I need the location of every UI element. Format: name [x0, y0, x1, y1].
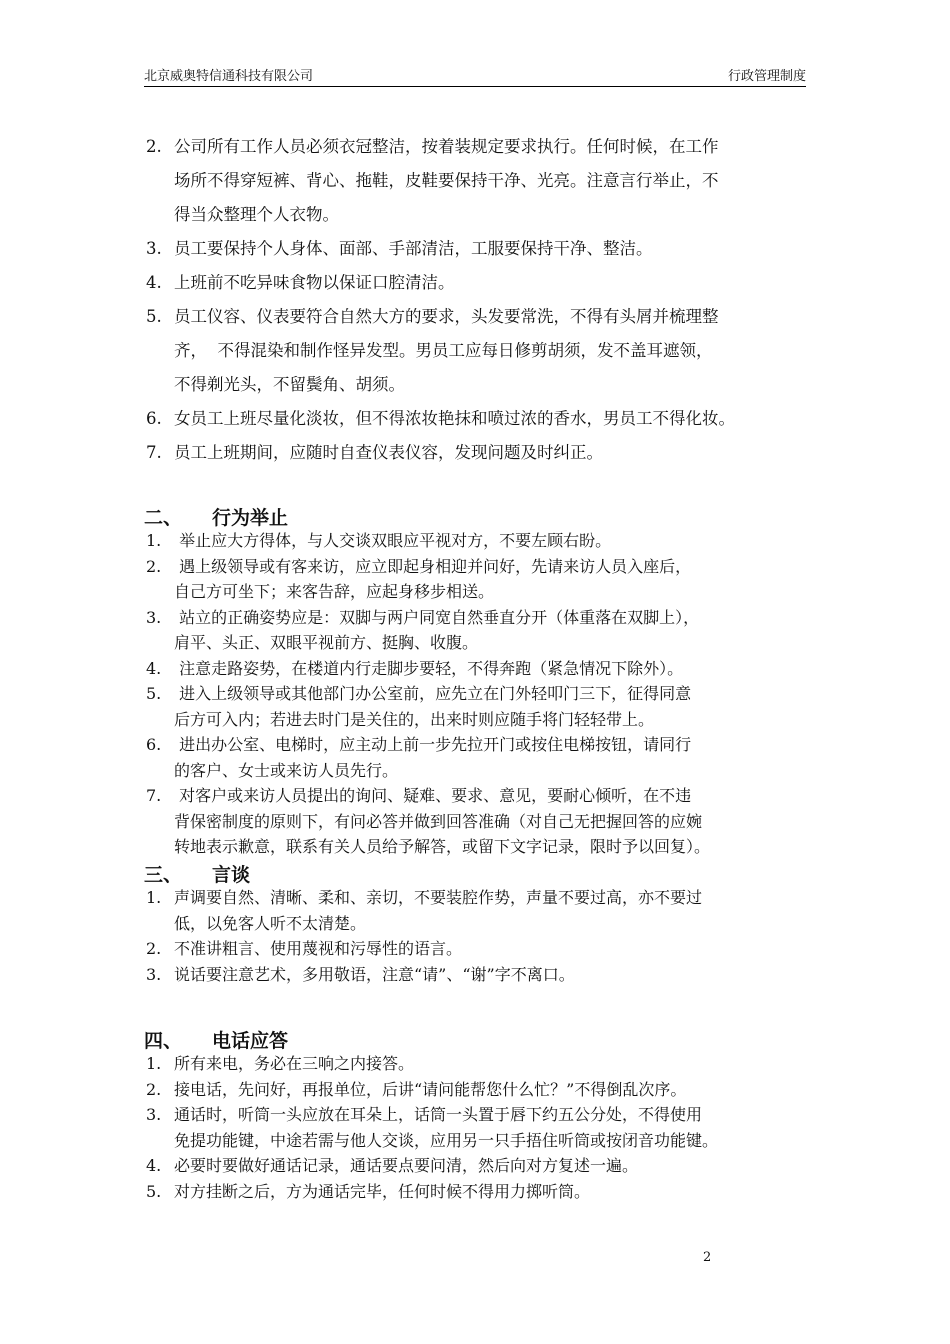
- list-item-number: 2.: [146, 1079, 162, 1099]
- list-item-number: 1.: [146, 1054, 162, 1073]
- page-number: 2: [703, 1250, 712, 1265]
- section-3-title: 言谈: [212, 864, 251, 886]
- section-3-list: [144, 885, 814, 987]
- list-item-text-line: 场所不得穿短裤、背心、拖鞋，皮鞋要保持干净、光亮。注意言行举止，不: [174, 171, 719, 190]
- list-item-text-line: 女员工上班尽量化淡妆，但不得浓妆艳抹和喷过浓的香水，男员工不得化妆。: [174, 409, 735, 428]
- list-item-number: 1.: [146, 531, 162, 550]
- list-item-number: 2.: [146, 939, 162, 958]
- list-item-text-line: 公司所有工作人员必须衣冠整洁，按着装规定要求执行。任何时候，在工作: [174, 137, 719, 156]
- list-item: [144, 605, 814, 656]
- section-2-title: 行为举止: [212, 507, 289, 529]
- section-1-list: [144, 130, 814, 470]
- list-item-text-line: 通话时，听筒一头应放在耳朵上，话筒一头置于唇下约五公分处，不得使用: [174, 1105, 703, 1124]
- list-item-number: 3.: [146, 239, 162, 258]
- list-item-number: 6.: [146, 409, 162, 428]
- list-item-number: 3.: [146, 1105, 162, 1124]
- list-item-text-line: 进出办公室、电梯时，应主动上前一步先拉开门或按住电梯按钮，请同行: [174, 735, 692, 754]
- section-4-title: 电话应答: [212, 1030, 289, 1052]
- list-item-text-line: 对方挂断之后，方为通话完毕，任何时候不得用力掷听筒。: [174, 1181, 591, 1201]
- list-item-text-line: 上班前不吃异味食物以保证口腔清洁。: [174, 273, 455, 292]
- list-item: [144, 554, 814, 605]
- list-item-text-line: 举止应大方得体，与人交谈双眼应平视对方，不要左顾右盼。: [174, 531, 612, 550]
- list-item-text-line: 后方可入内；若进去时门是关住的，出来时则应随手将门轻轻带上。: [174, 709, 655, 729]
- list-item: [144, 681, 814, 732]
- list-item: [144, 1102, 814, 1153]
- list-item-text-line: 说话要注意艺术，多用敬语，注意“请”、“谢”字不离口。: [174, 964, 575, 984]
- list-item-number: 3.: [146, 607, 162, 627]
- list-item-text-line: 转地表示歉意，联系有关人员给予解答，或留下文字记录，限时予以回复）。: [174, 837, 711, 856]
- section-4-heading: [144, 1026, 288, 1053]
- list-item: [144, 436, 814, 470]
- list-item: [144, 656, 814, 682]
- list-item-number: 5.: [146, 684, 162, 703]
- section-2-list: [144, 528, 814, 860]
- list-item: [144, 936, 814, 962]
- list-item: [144, 1077, 814, 1103]
- list-item-number: 1.: [146, 888, 162, 907]
- list-item-text-line: 不准讲粗言、使用蔑视和污辱性的语言。: [174, 939, 463, 958]
- list-item-number: 5.: [146, 1181, 162, 1201]
- list-item-text-line: 注意走路姿势，在楼道内行走脚步要轻，不得奔跑（紧急情况下除外）。: [174, 658, 684, 678]
- list-item-number: 4.: [146, 1156, 162, 1175]
- list-item-number: 7.: [146, 786, 162, 805]
- list-item-text-line: 自己方可坐下；来客告辞，应起身移步相送。: [174, 582, 495, 601]
- page-header: [144, 62, 806, 87]
- list-item-text-line: 员工仪容、仪表要符合自然大方的要求，头发要常洗，不得有头屑并梳理整: [174, 307, 719, 326]
- list-item-text-line: 接电话，先问好，再报单位，后讲“请问能帮您什么忙？”不得倒乱次序。: [174, 1079, 687, 1099]
- list-item: [144, 783, 814, 860]
- section-3-number: 三、: [144, 864, 183, 886]
- list-item-text-line: 的客户、女士或来访人员先行。: [174, 760, 399, 780]
- list-item: [144, 402, 814, 436]
- list-item-text-line: 声调要自然、清晰、柔和、亲切，不要装腔作势，声量不要过高，亦不要过: [174, 888, 703, 907]
- list-item-text-line: 员工上班期间，应随时自查仪表仪容，发现问题及时纠正。: [174, 443, 603, 462]
- list-item-text-line: 站立的正确姿势应是：双脚与两户同宽自然垂直分开（体重落在双脚上），: [174, 607, 700, 627]
- list-item-text-line: 所有来电，务必在三响之内接答。: [174, 1054, 415, 1073]
- company-name: 北京威奥特信通科技有限公司: [144, 69, 314, 84]
- list-item-number: 4.: [146, 658, 162, 678]
- list-item-number: 7.: [146, 443, 162, 462]
- list-item-text-line: 对客户或来访人员提出的询问、疑难、要求、意见，要耐心倾听，在不违: [174, 786, 692, 805]
- list-item-number: 6.: [146, 735, 162, 754]
- list-item-number: 3.: [146, 964, 162, 984]
- list-item: [144, 528, 814, 554]
- list-item-number: 4.: [146, 273, 162, 292]
- section-2-number: 二、: [144, 507, 183, 529]
- list-item: [144, 962, 814, 988]
- list-item: [144, 885, 814, 936]
- list-item: [144, 1051, 814, 1077]
- list-item: [144, 266, 814, 300]
- list-item: [144, 732, 814, 783]
- list-item: [144, 1179, 814, 1205]
- list-item-number: 2.: [146, 556, 162, 576]
- list-item-text-line: 齐， 不得混染和制作怪异发型。男员工应每日修剪胡须，发不盖耳遮领，: [174, 341, 713, 360]
- list-item-text-line: 员工要保持个人身体、面部、手部清洁，工服要保持干净、整洁。: [174, 239, 653, 258]
- list-item-text-line: 进入上级领导或其他部门办公室前，应先立在门外轻叩门三下，征得同意: [174, 684, 692, 703]
- list-item: [144, 1153, 814, 1179]
- list-item-text-line: 遇上级领导或有客来访，应立即起身相迎并问好，先请来访人员入座后，: [174, 556, 692, 576]
- section-4-number: 四、: [144, 1030, 183, 1052]
- list-item-text-line: 不得剃光头，不留鬓角、胡须。: [174, 375, 405, 394]
- list-item: [144, 232, 814, 266]
- list-item-text-line: 必要时要做好通话记录，通话要点要问清，然后向对方复述一遍。: [174, 1156, 639, 1175]
- list-item-text-line: 得当众整理个人衣物。: [174, 205, 339, 224]
- list-item-text-line: 肩平、头正、双眼平视前方、挺胸、收腹。: [174, 633, 479, 652]
- section-2-heading: [144, 503, 288, 530]
- list-item-text-line: 免提功能键，中途若需与他人交谈，应用另一只手捂住听筒或按闭音功能键。: [174, 1130, 719, 1150]
- list-item-number: 5.: [146, 307, 162, 326]
- list-item-text-line: 低，以免客人听不太清楚。: [174, 913, 367, 933]
- section-4-list: [144, 1051, 814, 1204]
- list-item-number: 2.: [146, 137, 162, 156]
- section-3-heading: [144, 860, 250, 887]
- list-item: [144, 130, 814, 232]
- document-title: 行政管理制度: [727, 69, 806, 84]
- list-item-text-line: 背保密制度的原则下，有问必答并做到回答准确（对自己无把握回答的应婉: [174, 811, 703, 831]
- list-item: [144, 300, 814, 402]
